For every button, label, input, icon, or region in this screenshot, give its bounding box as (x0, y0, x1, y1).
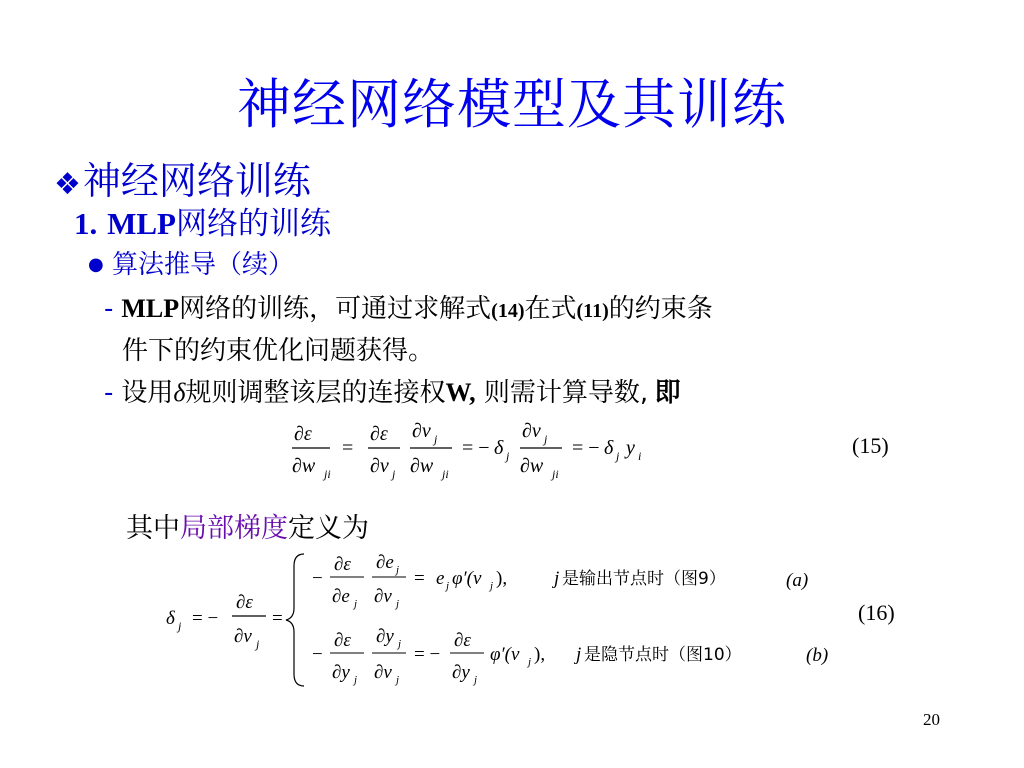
local-def-text-a: 其中 (126, 513, 180, 544)
svg-text:i: i (638, 449, 642, 463)
svg-text:∂y: ∂y (376, 626, 394, 647)
svg-text:=: = (414, 568, 425, 589)
svg-text:j: j (396, 564, 400, 576)
svg-text:φ′(v: φ′(v (490, 644, 520, 665)
svg-text:∂w: ∂w (410, 455, 434, 477)
svg-text:−: − (312, 568, 323, 589)
line1-text-c: 的约束条 (608, 294, 713, 324)
svg-text:j: j (446, 580, 450, 592)
subheading-mlp: MLP (107, 206, 176, 241)
line2-text-a: 设用 (121, 378, 174, 408)
svg-text:j: j (576, 644, 582, 665)
svg-text:= −: = − (414, 644, 441, 665)
line2-delta: δ (173, 378, 186, 407)
svg-text:j: j (434, 432, 438, 446)
ref-14: (14) (491, 300, 525, 322)
svg-text:∂v: ∂v (522, 420, 541, 442)
section-heading (54, 150, 311, 205)
svg-text:∂w: ∂w (520, 455, 544, 477)
subheading-number: 1. (74, 206, 98, 241)
svg-text:∂y: ∂y (452, 662, 470, 683)
local-def-text-b: 定义为 (288, 513, 369, 544)
svg-text:∂e: ∂e (332, 586, 350, 607)
line1-mlp: MLP (121, 294, 180, 323)
svg-text:j: j (396, 598, 400, 610)
local-gradient-definition (126, 506, 369, 545)
svg-text:∂ε: ∂ε (454, 630, 471, 651)
svg-text:∂ε: ∂ε (236, 592, 253, 613)
svg-text:j: j (396, 674, 400, 686)
line2-text-b: 规则调整该层的连接权 (185, 378, 446, 408)
svg-text:=: = (342, 437, 354, 459)
subheading (74, 198, 331, 243)
svg-text:),: ), (534, 644, 546, 665)
dash-marker: - (104, 294, 114, 324)
page-number: 20 (923, 710, 940, 729)
section-heading-text: 神经网络训练 (82, 159, 311, 203)
svg-text:j: j (616, 449, 620, 463)
equation-16-label: (16) (858, 600, 895, 625)
svg-text:∂v: ∂v (234, 626, 252, 647)
equation-15-label: (15) (852, 433, 889, 458)
bullet-text: 算法推导（续） (111, 250, 294, 280)
svg-text:= −: = − (462, 437, 490, 459)
line2-text-c: 则需计算导数, (475, 378, 649, 408)
dash-line-2 (104, 372, 681, 409)
svg-text:j: j (506, 449, 510, 463)
svg-text:= −: = − (192, 608, 219, 629)
equation-15 (294, 415, 694, 485)
svg-text:j: j (178, 619, 182, 633)
svg-text:j: j (490, 580, 494, 592)
svg-text:j: j (354, 674, 358, 686)
svg-text:∂v: ∂v (412, 420, 431, 442)
svg-text:=: = (272, 608, 283, 629)
svg-text:ji: ji (324, 467, 331, 481)
case-b-text: 是隐节点时（图10） (584, 645, 742, 665)
svg-text:ji: ji (442, 467, 449, 481)
svg-text:),: ), (496, 568, 508, 589)
svg-text:δ: δ (604, 437, 614, 459)
svg-text:δ: δ (494, 437, 504, 459)
svg-text:j: j (544, 432, 548, 446)
dash-marker: - (104, 378, 114, 408)
case-a-text: 是输出节点时（图9） (562, 569, 726, 589)
svg-text:j: j (554, 568, 560, 589)
svg-text:∂v: ∂v (374, 662, 392, 683)
subheading-text: 网络的训练 (175, 206, 331, 242)
svg-text:ji: ji (552, 467, 559, 481)
svg-text:∂ε: ∂ε (294, 423, 312, 445)
case-a-tag-label: (a) (786, 570, 809, 591)
svg-text:y: y (626, 437, 635, 459)
local-gradient-highlight: 局部梯度 (180, 513, 288, 544)
svg-text:= −: = − (572, 437, 600, 459)
svg-text:j: j (474, 674, 478, 686)
diamond-bullet-icon: ❖ (54, 167, 81, 202)
svg-text:∂y: ∂y (332, 662, 350, 683)
svg-text:−: − (312, 644, 323, 665)
line2-w: W, (445, 378, 476, 407)
bullet-item (88, 244, 294, 281)
line2-text-d: 即 (648, 378, 681, 407)
svg-text:∂v: ∂v (370, 455, 389, 477)
svg-text:j: j (528, 656, 532, 668)
svg-text:e: e (436, 568, 445, 589)
dash-line-1 (104, 288, 713, 325)
svg-text:∂ε: ∂ε (334, 554, 351, 575)
svg-text:∂w: ∂w (292, 455, 316, 477)
svg-text:∂ε: ∂ε (370, 423, 388, 445)
dash-line-1-continuation: 件下的约束优化问题获得。 (122, 336, 435, 366)
line1-text-b: 在式 (524, 294, 577, 324)
svg-text:∂v: ∂v (374, 586, 392, 607)
svg-text:j: j (354, 598, 358, 610)
svg-text:∂ε: ∂ε (334, 630, 351, 651)
svg-text:δ: δ (166, 608, 175, 629)
line1-text-a: 网络的训练，可通过求解式 (179, 294, 492, 324)
bullet-dot-icon: ● (88, 254, 104, 275)
case-b-tag-label: (b) (806, 645, 829, 666)
svg-text:j: j (256, 637, 260, 651)
slide-title: 神经网络模型及其训练 (237, 73, 787, 136)
svg-text:j: j (392, 467, 396, 481)
ref-11: (11) (576, 300, 609, 322)
svg-text:∂e: ∂e (376, 552, 394, 573)
svg-text:φ′(v: φ′(v (452, 568, 482, 589)
equation-16 (160, 550, 742, 690)
svg-text:j: j (398, 638, 402, 650)
